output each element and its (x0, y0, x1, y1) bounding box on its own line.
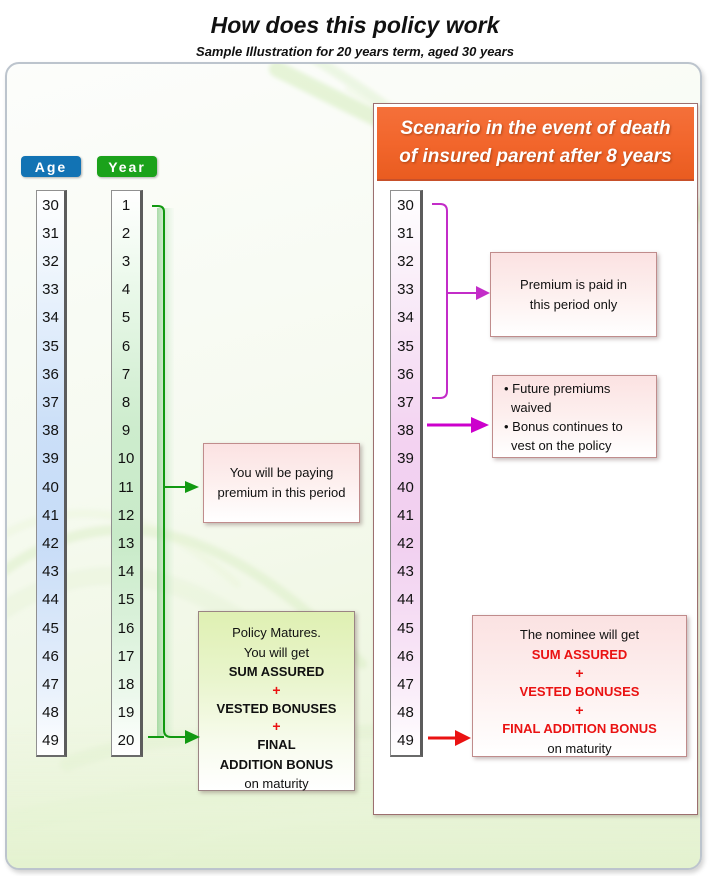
nominee-benefit-note (472, 615, 687, 757)
year-cell: 10 (117, 450, 135, 468)
year-cell: 8 (121, 394, 131, 412)
year-cell: 18 (117, 676, 135, 694)
year-cell: 4 (121, 281, 131, 299)
scenario-age-cell: 49 (397, 732, 414, 750)
paying-premium-line1: You will be paying (229, 465, 334, 480)
scenario-age-cell: 38 (397, 422, 414, 440)
age-cell: 46 (42, 647, 59, 665)
scenario-age-cell: 40 (397, 478, 414, 496)
age-cell: 33 (42, 281, 59, 299)
premium-period-line2: this period only (529, 296, 618, 312)
scenario-age-cell: 43 (397, 563, 414, 581)
maturity-footer: on maturity (244, 776, 309, 791)
year-cell: 7 (121, 365, 131, 383)
scenario-age-cell: 45 (397, 619, 414, 637)
paying-premium-note (203, 443, 360, 523)
page-subtitle: Sample Illustration for 20 years term, aged 30 years (196, 44, 514, 59)
scenario-age-cell: 33 (397, 281, 414, 299)
age-cell: 48 (42, 704, 59, 722)
paying-premium-line2: premium in this period (217, 485, 346, 500)
plus-sign: + (575, 665, 584, 681)
maturity-sum-assured: SUM ASSURED (228, 664, 325, 679)
age-column (36, 190, 67, 757)
age-cell: 42 (42, 535, 59, 553)
scenario-age-cell: 47 (397, 676, 414, 694)
year-cell: 1 (121, 196, 131, 214)
year-cell: 20 (117, 732, 135, 750)
maturity-final-line1: FINAL (257, 737, 296, 752)
year-cell: 5 (121, 309, 131, 327)
nominee-final-addition-bonus: FINAL ADDITION BONUS (502, 721, 657, 736)
age-cell: 49 (42, 732, 59, 750)
waiver-bullet-2: • Bonus continues to vest on the policy (504, 418, 623, 453)
year-cell: 14 (117, 563, 135, 581)
age-column-badge: Age (21, 156, 81, 177)
scenario-age-cell: 39 (397, 450, 414, 468)
maturity-final-line2: ADDITION BONUS (219, 756, 334, 772)
premium-period-line1: Premium is paid in (520, 276, 627, 292)
age-cell: 40 (42, 478, 59, 496)
scenario-age-cell: 48 (397, 704, 414, 722)
waiver-bullet-1: • Future premiums waived (504, 380, 611, 415)
maturity-line2: You will get (243, 644, 310, 660)
year-cell: 3 (121, 253, 131, 270)
age-cell: 35 (42, 337, 59, 355)
age-cell: 37 (42, 394, 59, 412)
scenario-header-line2: of insured parent after 8 years (399, 146, 672, 167)
scenario-age-column (390, 190, 423, 757)
scenario-age-cell: 32 (397, 253, 414, 270)
year-cell: 19 (117, 704, 135, 722)
age-cell: 47 (42, 676, 59, 694)
scenario-age-cell: 46 (397, 647, 414, 665)
age-cell: 45 (42, 619, 59, 637)
maturity-vested-bonuses: VESTED BONUSES (216, 700, 337, 716)
scenario-age-cell: 30 (397, 196, 414, 214)
plus-sign: + (272, 681, 281, 698)
maturity-benefit-note (198, 611, 355, 791)
age-cell: 34 (42, 309, 59, 327)
maturity-line1: Policy Matures. (232, 625, 321, 640)
plus-sign: + (575, 702, 584, 718)
scenario-age-cell: 34 (397, 309, 414, 327)
year-cell: 11 (118, 478, 134, 496)
page-title: How does this policy work (210, 12, 500, 38)
scenario-age-cell: 41 (397, 506, 414, 524)
year-cell: 16 (117, 619, 135, 637)
scenario-age-cell: 44 (397, 591, 414, 609)
year-cell: 15 (117, 591, 135, 609)
scenario-age-cell: 35 (397, 337, 414, 355)
premium-waiver-note (492, 375, 657, 458)
age-cell: 43 (42, 563, 59, 581)
scenario-age-cell: 42 (397, 535, 414, 553)
age-cell: 30 (42, 196, 59, 214)
age-cell: 31 (42, 224, 59, 242)
age-cell: 32 (42, 253, 59, 270)
premium-period-note (490, 252, 657, 337)
age-cell: 41 (42, 506, 59, 524)
year-column-badge: Year (97, 156, 157, 177)
year-cell: 13 (117, 535, 135, 553)
nominee-footer: on maturity (547, 741, 612, 756)
year-cell: 2 (121, 224, 131, 242)
age-cell: 36 (42, 365, 59, 383)
year-cell: 9 (121, 422, 131, 440)
scenario-age-cell: 36 (397, 365, 414, 383)
scenario-header-line1: Scenario in the event of death (400, 118, 671, 139)
nominee-vested-bonuses: VESTED BONUSES (519, 684, 640, 699)
nominee-line1: The nominee will get (519, 627, 640, 642)
age-cell: 38 (42, 422, 59, 440)
scenario-age-cell: 37 (397, 394, 414, 412)
age-cell: 39 (42, 450, 59, 468)
plus-sign: + (272, 718, 281, 734)
scenario-age-cell: 31 (397, 224, 414, 242)
age-cell: 44 (42, 591, 59, 609)
nominee-sum-assured: SUM ASSURED (531, 647, 628, 662)
year-cell: 17 (117, 647, 135, 665)
year-cell: 6 (121, 337, 131, 355)
scenario-header (377, 107, 694, 181)
year-column (111, 190, 143, 757)
year-cell: 12 (117, 506, 135, 524)
